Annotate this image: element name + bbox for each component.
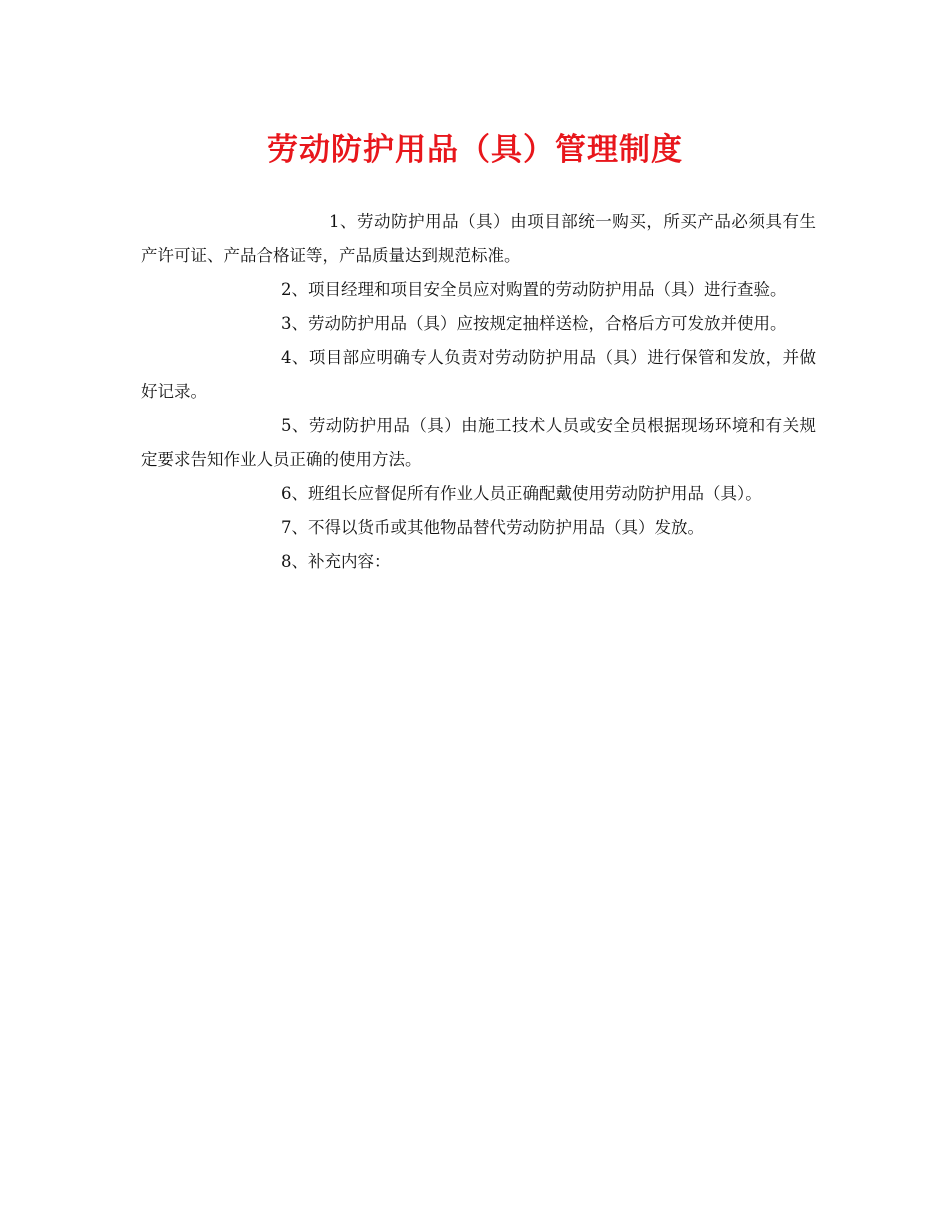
clause-3: 3、劳动防护用品（具）应按规定抽样送检，合格后方可发放并使用。 <box>281 314 787 333</box>
clause-8: 8、补充内容： <box>281 552 391 571</box>
document-body <box>141 205 816 579</box>
clause-7: 7、不得以货币或其他物品替代劳动防护用品（具）发放。 <box>281 518 704 537</box>
clause-6: 6、班组长应督促所有作业人员正确配戴使用劳动防护用品（具）。 <box>281 484 762 503</box>
clause-5: 5、劳动防护用品（具）由施工技术人员或安全员根据现场环境和有关规定要求告知作业人员正确的使用方法。 <box>141 416 816 469</box>
clause-2: 2、项目经理和项目安全员应对购置的劳动防护用品（具）进行查验。 <box>281 280 787 299</box>
clause-4: 4、项目部应明确专人负责对劳动防护用品（具）进行保管和发放，并做好记录。 <box>141 348 816 401</box>
clause-1: 1、劳动防护用品（具）由项目部统一购买，所买产品必须具有生产许可证、产品合格证等，产品质量达到规范标准。 <box>141 212 816 265</box>
document-title: 劳动防护用品（具）管理制度 <box>267 132 683 168</box>
